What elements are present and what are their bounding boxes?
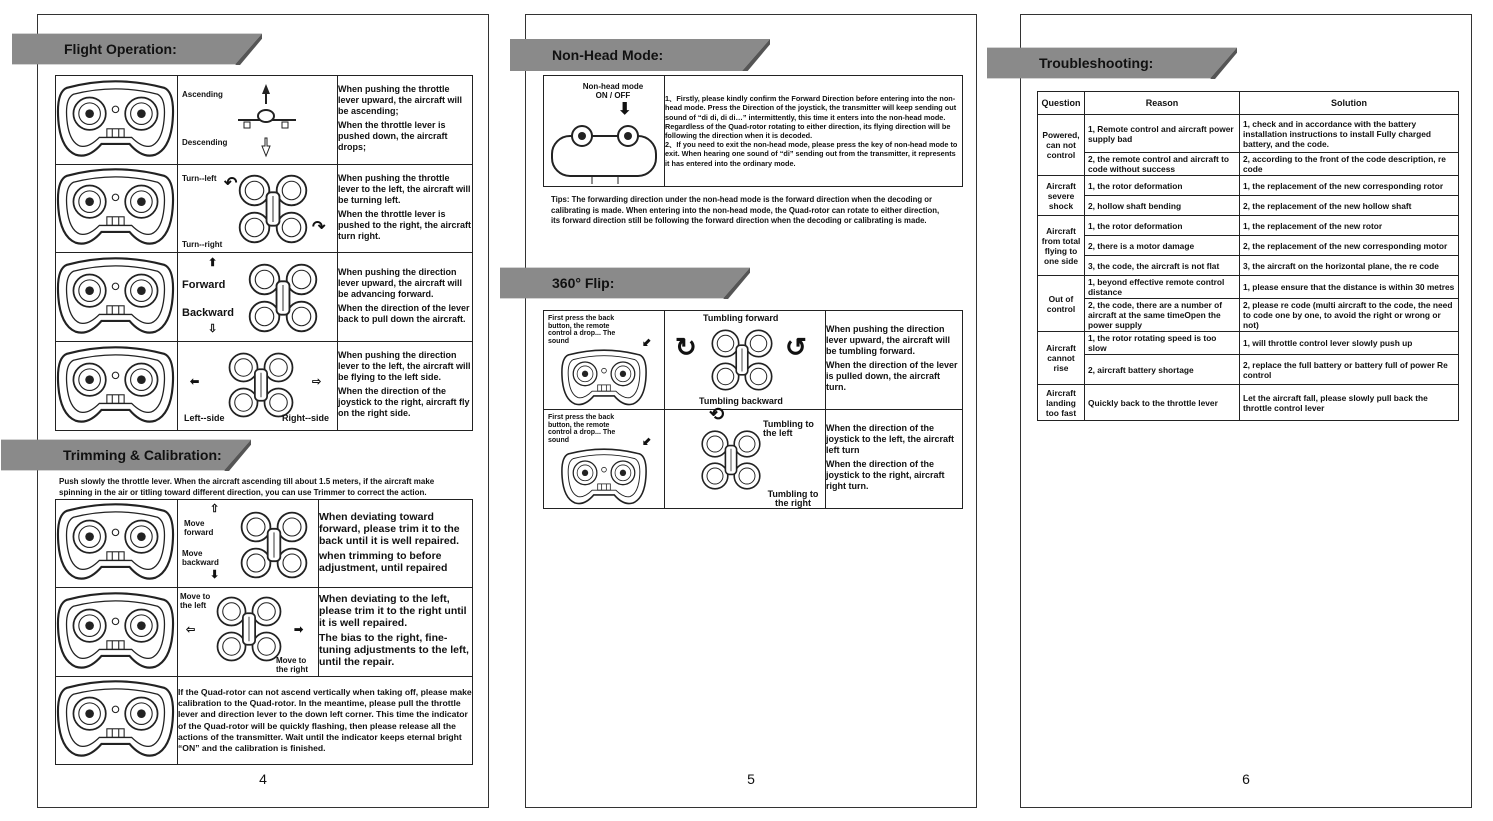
flip-table: [543, 310, 963, 509]
table-row: [1038, 332, 1459, 355]
backward-label: Backward: [182, 307, 234, 319]
controller-image: [548, 118, 660, 184]
throttle-updown-text: When pushing the throttle lever upward, the aircraft will be ascending; When the throttle lever is pushed down, the aircraft drops;: [338, 76, 473, 165]
press-back-label: First press the back button, the remote control a drop... The sound: [548, 315, 616, 345]
header-question: Question: [1038, 92, 1085, 115]
arrow-down-icon: ⇩: [208, 323, 218, 335]
direction-fwdback-text: When pushing the direction lever upward, the aircraft will be advancing forward. When the direction of the lever back to pull down the aircraft.: [338, 253, 473, 342]
question-cell: Aircraft severe shock: [1038, 176, 1085, 216]
arrow-icon: ⬋: [642, 337, 652, 349]
question-cell: Aircraft cannot rise: [1038, 332, 1085, 385]
tumbling-backward-label: Tumbling backward: [699, 396, 783, 406]
right-side-label: Right--side: [282, 413, 329, 423]
trim-left-text: When deviating to the left, please trim it to the right until it is well repaired. The bias to the right, fine-tuning adjustments to the left, until the repair.: [319, 588, 473, 677]
reason-cell: 2, aircraft battery shortage: [1085, 355, 1240, 385]
troubleshooting-table: [1037, 91, 1459, 421]
flip-forward-icon: ↻: [675, 332, 697, 362]
move-backward-label: Move backward: [182, 548, 219, 567]
solution-cell: Let the aircraft fall, please slowly pull back the throttle control lever: [1240, 385, 1459, 421]
flip-side-text: When the direction of the joystick to the left, the aircraft left turn When the direction of the joystick to the right, aircraft right turn.: [826, 410, 963, 509]
reason-cell: 2, there is a motor damage: [1085, 236, 1240, 256]
drone-side-image: [236, 80, 336, 160]
solution-cell: 2, the replacement of the new corresponding motor: [1240, 236, 1459, 256]
question-cell: Powered, can not control: [1038, 115, 1085, 176]
table-row: [1038, 176, 1459, 196]
page-5: [525, 14, 977, 808]
troubleshooting-banner: [987, 47, 1237, 79]
solution-cell: 2, replace the full battery or battery full of power Re control: [1240, 355, 1459, 385]
flip-left-icon: ⟲: [709, 404, 725, 424]
controller-image: [548, 347, 660, 407]
table-row: [1038, 216, 1459, 236]
flip-forward-text: When pushing the direction lever upward, the aircraft will be tumbling forward. When the direction of the lever is pulled down, the aircraft turn.: [826, 311, 963, 410]
solution-cell: 1, will throttle control lever slowly push up: [1240, 332, 1459, 355]
controller-image: [56, 343, 175, 425]
trimming-title: Trimming & Calibration:: [63, 447, 222, 463]
table-row: [1038, 256, 1459, 276]
tumbling-forward-label: Tumbling forward: [703, 313, 779, 323]
reason-cell: 2, the remote control and aircraft to code without success: [1085, 153, 1240, 176]
solution-cell: 2, according to the front of the code description, re code: [1240, 153, 1459, 176]
table-row: [1038, 236, 1459, 256]
solution-cell: 2, please re code (multi aircraft to the code, the need to code one by one, to avoid the right or wrong or not): [1240, 299, 1459, 332]
rotate-left-icon: ↶: [224, 174, 238, 192]
controller-image: [548, 446, 660, 506]
tumbling-right-label: Tumbling to the right: [767, 489, 819, 508]
reason-cell: 1, the rotor deformation: [1085, 216, 1240, 236]
tumbling-left-label: Tumbling to the left: [763, 419, 814, 438]
arrow-up-icon: ⬆: [208, 257, 218, 269]
arrow-left-icon: ⬅: [190, 376, 200, 388]
flight-operation-title: Flight Operation:: [64, 41, 177, 57]
rotate-right-icon: ↷: [312, 218, 326, 236]
solution-cell: 1, the replacement of the new corresponding rotor: [1240, 176, 1459, 196]
solution-cell: 1, please ensure that the distance is within 30 metres: [1240, 276, 1459, 299]
ascending-label: Ascending: [182, 90, 223, 99]
question-cell: Out of control: [1038, 276, 1085, 332]
arrow-up-icon: ⇧: [210, 502, 220, 515]
page-number: 5: [747, 771, 755, 787]
turn-left-label: Turn--left: [182, 173, 217, 183]
table-row: [1038, 115, 1459, 153]
trim-forward-text: When deviating toward forward, please trim it to the back until it is well repaired. when trimming to before adjustment, until repaired: [319, 500, 473, 588]
arrow-down-icon: ⬇: [618, 101, 632, 118]
flip-title: 360° Flip:: [552, 275, 615, 291]
turn-right-label: Turn--right: [182, 239, 223, 249]
trimming-banner: [1, 439, 251, 471]
page-number: 4: [259, 771, 267, 787]
reason-cell: 1, beyond effective remote control distance: [1085, 276, 1240, 299]
direction-side-text: When pushing the direction lever to the left, the aircraft will be flying to the left side. When the direction of the joystick to the right, aircraft fly on the right side.: [338, 342, 473, 431]
nonhead-tips: Tips: The forwarding direction under the non-head mode is the forward direction when the decoding or calibrating is made. When entering into the non-head mode, the Quad-rotor can rotate to either direction, its forward direction still be following the forward direction when the decoding or calibrating is made.: [551, 195, 940, 225]
move-forward-label: Move forward: [184, 518, 214, 537]
nonhead-title: Non-Head Mode:: [552, 47, 664, 63]
arrow-down-icon: ⬇: [210, 568, 220, 581]
troubleshooting-title: Troubleshooting:: [1039, 55, 1154, 71]
reason-cell: 1, the rotor deformation: [1085, 176, 1240, 196]
controller-image: [56, 77, 175, 159]
reason-cell: 2, hollow shaft bending: [1085, 196, 1240, 216]
flight-operation-banner: [12, 33, 262, 65]
question-cell: Aircraft from total flying to one side: [1038, 216, 1085, 276]
quad-image: [246, 261, 320, 335]
reason-cell: 1, Remote control and aircraft power supply bad: [1085, 115, 1240, 153]
left-side-label: Left--side: [184, 413, 225, 423]
solution-cell: 1, the replacement of the new rotor: [1240, 216, 1459, 236]
controller-image: [56, 500, 175, 582]
reason-cell: 2, the code, there are a number of aircraft at the same timeOpen the power supply: [1085, 299, 1240, 332]
solution-cell: 3, the aircraft on the horizontal plane, the re code: [1240, 256, 1459, 276]
nonhead-table: [543, 75, 963, 187]
throttle-leftright-text: When pushing the throttle lever to the left, the aircraft will be turning left. When the throttle lever is pushed to the right, the aircraft turn right.: [338, 165, 473, 253]
page-6: [1020, 14, 1472, 808]
reason-cell: 3, the code, the aircraft is not flat: [1085, 256, 1240, 276]
question-cell: Aircraft landing too fast: [1038, 385, 1085, 421]
table-row: [1038, 276, 1459, 299]
reason-cell: Quickly back to the throttle lever: [1085, 385, 1240, 421]
quad-image: [236, 172, 310, 246]
table-row: [1038, 196, 1459, 216]
controller-image: [56, 677, 175, 759]
arrow-icon: ⬋: [642, 436, 652, 448]
solution-cell: 1, check and in accordance with the battery installation instructions to install Fully charged battery, and the code.: [1240, 115, 1459, 153]
controller-image: [56, 254, 175, 336]
nonhead-switch-label: Non-head mode ON / OFF: [582, 82, 644, 100]
controller-image: [56, 165, 175, 247]
descending-label: Descending: [182, 138, 228, 147]
calibration-text: If the Quad-rotor can not ascend vertically when taking off, please make calibration to the Quad-rotor. In the meantime, please pull the throttle lever and direction lever to the down left corner. This time the indicator of the Quad-rotor will be quickly flashing, then please release all the actions of the transmitter. Wait until the indicator keeps eternal bright “ON” and the calibration is finished.: [178, 677, 473, 765]
arrow-left-icon: ⇦: [186, 624, 196, 636]
header-reason: Reason: [1085, 92, 1240, 115]
arrow-right-icon: ➡: [294, 624, 304, 636]
header-solution: Solution: [1240, 92, 1459, 115]
flip-banner: [500, 267, 750, 299]
nonhead-instructions: 1、Firstly, please kindly confirm the Forward Direction before entering into the non-head mode. Press the Direction of the joystick, the transmitter will keep sending out sound of “di di, di di…” intermittently, this time it enters into the non-head mode. Regardless of the Quad-rotor rotating to either direction, its flying direction will be following the direction when it is decoded. 2、If you need to exit the non-head mode, please press the key of non-head mode to exit. When hearing one sound of “di” sending out from the transmitter, it represents it has entered into the ordinary mode.: [665, 76, 963, 187]
table-row: [1038, 153, 1459, 176]
trimming-table: [55, 499, 473, 765]
arrow-right-icon: ⇨: [312, 376, 322, 388]
controller-image: [56, 589, 175, 671]
solution-cell: 2, the replacement of the new hollow shaft: [1240, 196, 1459, 216]
page-number: 6: [1242, 771, 1250, 787]
move-left-label: Move to the left: [180, 592, 211, 610]
table-row: [1038, 299, 1459, 332]
page-4: [37, 14, 489, 808]
move-right-label: Move to the right: [276, 656, 308, 674]
flip-backward-icon: ↺: [785, 332, 807, 362]
reason-cell: 1, the rotor rotating speed is too slow: [1085, 332, 1240, 355]
table-row: [1038, 355, 1459, 385]
quad-image: [226, 350, 296, 420]
quad-image: [709, 327, 775, 393]
quad-image: [699, 428, 763, 492]
forward-label: Forward: [182, 279, 226, 291]
nonhead-banner: [510, 39, 770, 71]
quad-image: [238, 509, 310, 581]
table-row: [1038, 385, 1459, 421]
press-back-label: First press the back button, the remote control a drop... The sound: [548, 414, 616, 444]
quad-image: [214, 594, 284, 664]
flight-operation-table: [55, 75, 473, 431]
trim-intro-text: Push slowly the throttle lever. When the aircraft ascending till about 1.5 meters, if the aircraft make spinning in the air or titling toward different direction, you can use Trimmer to correct the action.: [59, 477, 435, 497]
